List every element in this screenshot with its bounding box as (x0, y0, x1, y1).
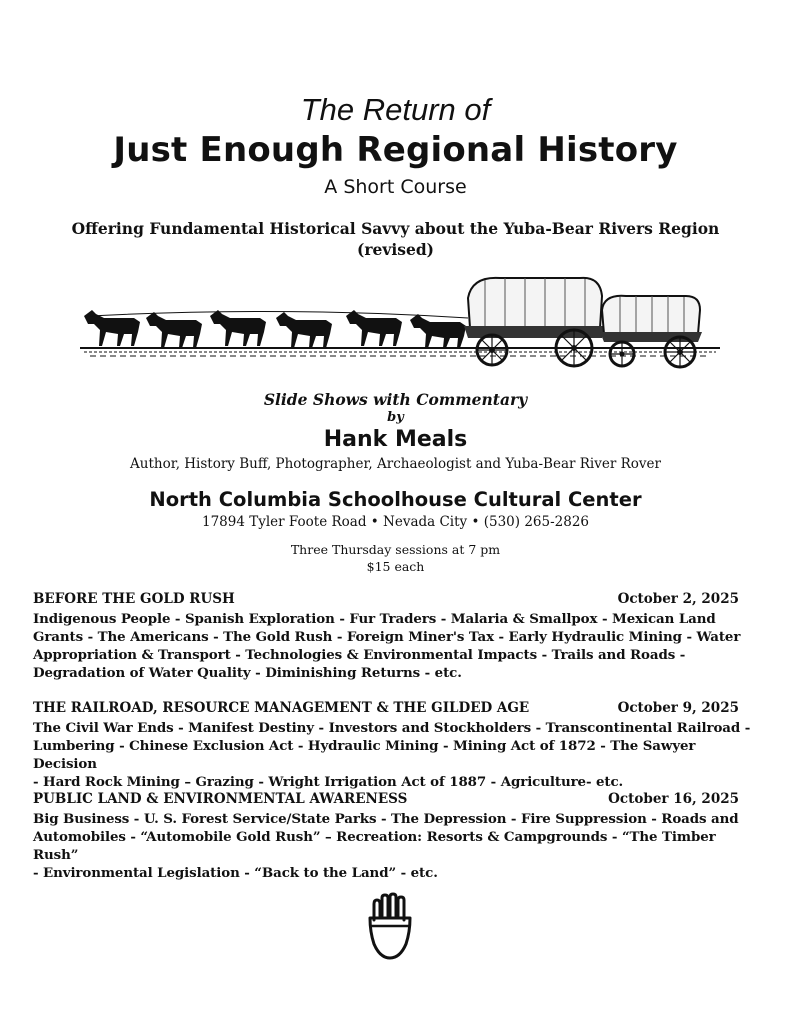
session-3-date: October 16, 2025 (608, 791, 739, 807)
session-3-topic-line: Automobiles - “Automobile Gold Rush” – Recreation: Resorts & Campgrounds - “The Timber Rush” (33, 829, 716, 863)
session-3-topic-line: - Environmental Legislation - “Back to the Land” - etc. (33, 865, 438, 881)
session-1-title: BEFORE THE GOLD RUSH (33, 591, 235, 607)
session-1-topic-line: Degradation of Water Quality - Diminishing Returns - etc. (33, 665, 462, 681)
sessions-info (0, 541, 791, 575)
session-1-topic-line: Appropriation & Transport - Technologies & Environmental Impacts - Trails and Roads - (33, 647, 686, 663)
session-2 (33, 700, 759, 791)
by-line: by (387, 410, 404, 425)
venue-name: North Columbia Schoolhouse Cultural Center (149, 488, 642, 511)
wagon-train-illustration (80, 276, 720, 380)
hand-basket-logo (366, 892, 414, 962)
session-1-topic-line: Indigenous People - Spanish Exploration - Fur Traders - Malaria & Smallpox - Mexican Land (33, 611, 716, 627)
session-3-topics (33, 810, 759, 882)
session-2-topic-line: The Civil War Ends - Manifest Destiny - Investors and Stockholders - Transcontinental Railroad - (33, 720, 751, 736)
slide-shows-line: Slide Shows with Commentary (263, 390, 528, 409)
offering-text (0, 218, 791, 260)
offering-line-2: (revised) (356, 240, 434, 259)
session-1-topics (33, 610, 759, 682)
sessions-schedule: Three Thursday sessions at 7 pm (290, 542, 501, 557)
session-2-topic-line: Lumbering - Chinese Exclusion Act - Hydraulic Mining - Mining Act of 1872 - The Sawyer Decision (33, 738, 696, 772)
session-1-topic-line: Grants - The Americans - The Gold Rush - Foreign Miner's Tax - Early Hydraulic Mining - Water (33, 629, 741, 645)
sessions-price: $15 each (366, 559, 425, 574)
session-2-title: THE RAILROAD, RESOURCE MANAGEMENT & THE GILDED AGE (33, 700, 530, 716)
session-1-date: October 2, 2025 (617, 591, 739, 607)
pre-title: The Return of (300, 92, 491, 127)
session-3-title: PUBLIC LAND & ENVIRONMENTAL AWARENESS (33, 791, 408, 807)
session-3 (33, 791, 759, 882)
session-2-topics (33, 719, 759, 791)
offering-line-1: Offering Fundamental Historical Savvy about the Yuba-Bear Rivers Region (71, 219, 720, 238)
session-3-topic-line: Big Business - U. S. Forest Service/State Parks - The Depression - Fire Suppression - Roads and (33, 811, 739, 827)
session-2-date: October 9, 2025 (617, 700, 739, 716)
subtitle: A Short Course (324, 176, 467, 198)
presenter-name: Hank Meals (323, 427, 468, 452)
venue-address: 17894 Tyler Foote Road • Nevada City • (530) 265-2826 (201, 514, 590, 530)
presenter-description: Author, History Buff, Photographer, Archaeologist and Yuba-Bear River Rover (130, 456, 661, 472)
session-1 (33, 591, 759, 682)
session-2-topic-line: - Hard Rock Mining – Grazing - Wright Irrigation Act of 1887 - Agriculture- etc. (33, 774, 624, 790)
page-title: Just Enough Regional History (113, 130, 678, 170)
